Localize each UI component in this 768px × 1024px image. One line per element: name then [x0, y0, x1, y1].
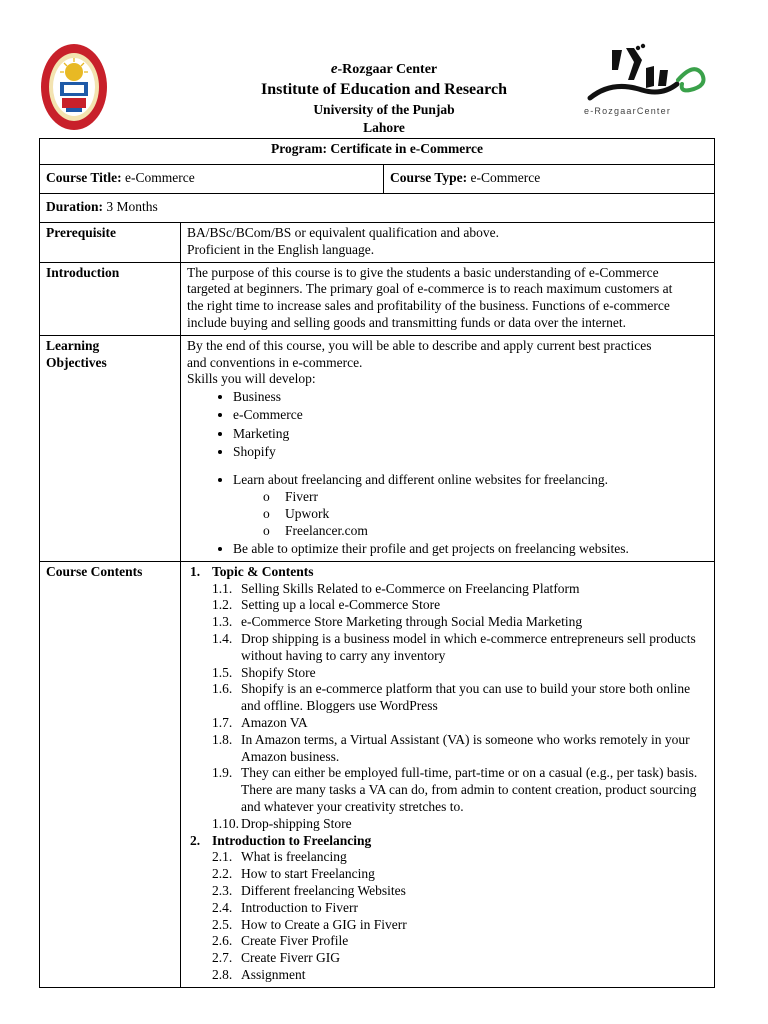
list-item: 2.1. What is freelancing	[212, 849, 347, 865]
learning-label-line1: Learning	[46, 337, 100, 353]
course-type-label: Course Type:	[390, 170, 468, 185]
learning-objectives-cell	[181, 335, 715, 561]
center-name: e-Rozgaar Center	[330, 61, 438, 77]
institute-name: Institute of Education and Research	[261, 81, 507, 98]
course-type-value: e-Commerce	[467, 170, 541, 185]
section-heading: 2. Introduction to Freelancing	[190, 832, 372, 848]
learning-objectives-label	[40, 335, 181, 561]
course-title-label: Course Title:	[46, 170, 122, 185]
e-rozgaar-logo-icon	[582, 40, 712, 106]
prerequisite-cell	[181, 223, 715, 263]
skills-list	[187, 388, 674, 461]
course-type-cell	[384, 165, 715, 194]
list-item: 2.7. Create Fiverr GIG	[212, 950, 340, 966]
duration-cell	[40, 194, 715, 223]
list-item: o Freelancer.com	[285, 523, 674, 540]
freelance-list	[187, 471, 674, 558]
course-title-cell	[40, 165, 384, 194]
list-item: 1.5. Shopify Store	[212, 664, 316, 680]
list-item: 1.8. In Amazon terms, a Virtual Assistant (VA) is someone who works remotely in your Amazon business.	[212, 731, 690, 764]
list-item: 1.7. Amazon VA	[212, 714, 308, 730]
list-item: o Upwork	[285, 506, 674, 523]
list-item: • Shopify	[233, 443, 674, 461]
list-item: 2.4. Introduction to Fiverr	[212, 899, 358, 915]
sites-list	[233, 489, 674, 539]
list-item: 1.1. Selling Skills Related to e-Commerce on Freelancing Platform	[212, 580, 580, 596]
list-item: 2.8. Assignment	[212, 966, 306, 982]
duration-value: 3 Months	[103, 199, 158, 214]
duration-row	[40, 194, 715, 223]
course-title-row	[40, 165, 715, 194]
learning-objectives-row	[40, 335, 715, 561]
duration-label: Duration:	[46, 199, 103, 214]
course-title-value: e-Commerce	[121, 170, 195, 185]
university-name: University of the Punjab	[313, 102, 455, 117]
introduction-row	[40, 262, 715, 335]
list-item: 2.3. Different freelancing Websites	[212, 882, 406, 898]
list-item: 1.9. They can either be employed full-time, part-time or on a casual (e.g., per task) basis. There are many tasks a VA can do, from admin to content creation, product sourcing and whatever your creativity stretches to.	[212, 765, 698, 814]
program-title: Program: Certificate in e-Commerce	[40, 139, 715, 165]
list-item: 1.2. Setting up a local e-Commerce Store	[212, 597, 441, 613]
course-table	[39, 138, 715, 988]
list-item	[233, 471, 674, 540]
learning-intro: By the end of this course, you will be able to describe and apply current best practices and conventions in e-commerce.	[187, 337, 652, 370]
list-item: 2.2. How to start Freelancing	[212, 866, 375, 882]
list-item: • Marketing	[233, 425, 674, 443]
logo-tagline: e-RozgaarCenter	[584, 106, 672, 116]
list-item: 1.4. Drop shipping is a business model in which e-commerce entrepreneurs sell products without having to carry any inventory	[212, 630, 696, 663]
introduction-text: The purpose of this course is to give the students a basic understanding of e-Commerce targeted at beginners. The primary goal of e-commerce is to reach maximum customers at the right time to increase sales and profitability of the business. Functions of e-commerce include buying and selling goods and transmitting funds or data over the internet.	[181, 262, 715, 335]
introduction-label: Introduction	[40, 262, 181, 335]
list-item: • e-Commerce	[233, 406, 674, 424]
course-contents-cell	[181, 561, 715, 987]
e-rozgaar-logo	[582, 40, 712, 122]
prerequisite-line: Proficient in the English language.	[187, 241, 375, 257]
list-item: 2.5. How to Create a GIG in Fiverr	[212, 916, 407, 932]
list-item: 2.6. Create Fiver Profile	[212, 933, 349, 949]
list-item: 1.10. Drop-shipping Store	[212, 815, 352, 831]
program-row	[40, 139, 715, 165]
city-name: Lahore	[363, 120, 405, 135]
skills-heading: Skills you will develop:	[187, 371, 316, 387]
prerequisite-label: Prerequisite	[40, 223, 181, 263]
course-contents-label: Course Contents	[40, 561, 181, 987]
list-item: 1.3. e-Commerce Store Marketing through Social Media Marketing	[212, 614, 583, 630]
list-item: • Business	[233, 388, 674, 406]
list-item: o Fiverr	[285, 489, 674, 506]
freelance-point: Learn about freelancing and different online websites for freelancing.	[233, 471, 608, 487]
prerequisite-row	[40, 223, 715, 263]
section-heading: 1. Topic & Contents	[190, 563, 314, 579]
course-contents-row	[40, 561, 715, 987]
learning-label-line2: Objectives	[46, 354, 107, 370]
list-item: 1.6. Shopify is an e-commerce platform that you can use to build your store both online and offline. Bloggers use WordPress	[212, 681, 691, 714]
list-item: • Be able to optimize their profile and get projects on freelancing websites.	[233, 540, 674, 558]
prerequisite-line: BA/BSc/BCom/BS or equivalent qualification and above.	[187, 225, 499, 240]
